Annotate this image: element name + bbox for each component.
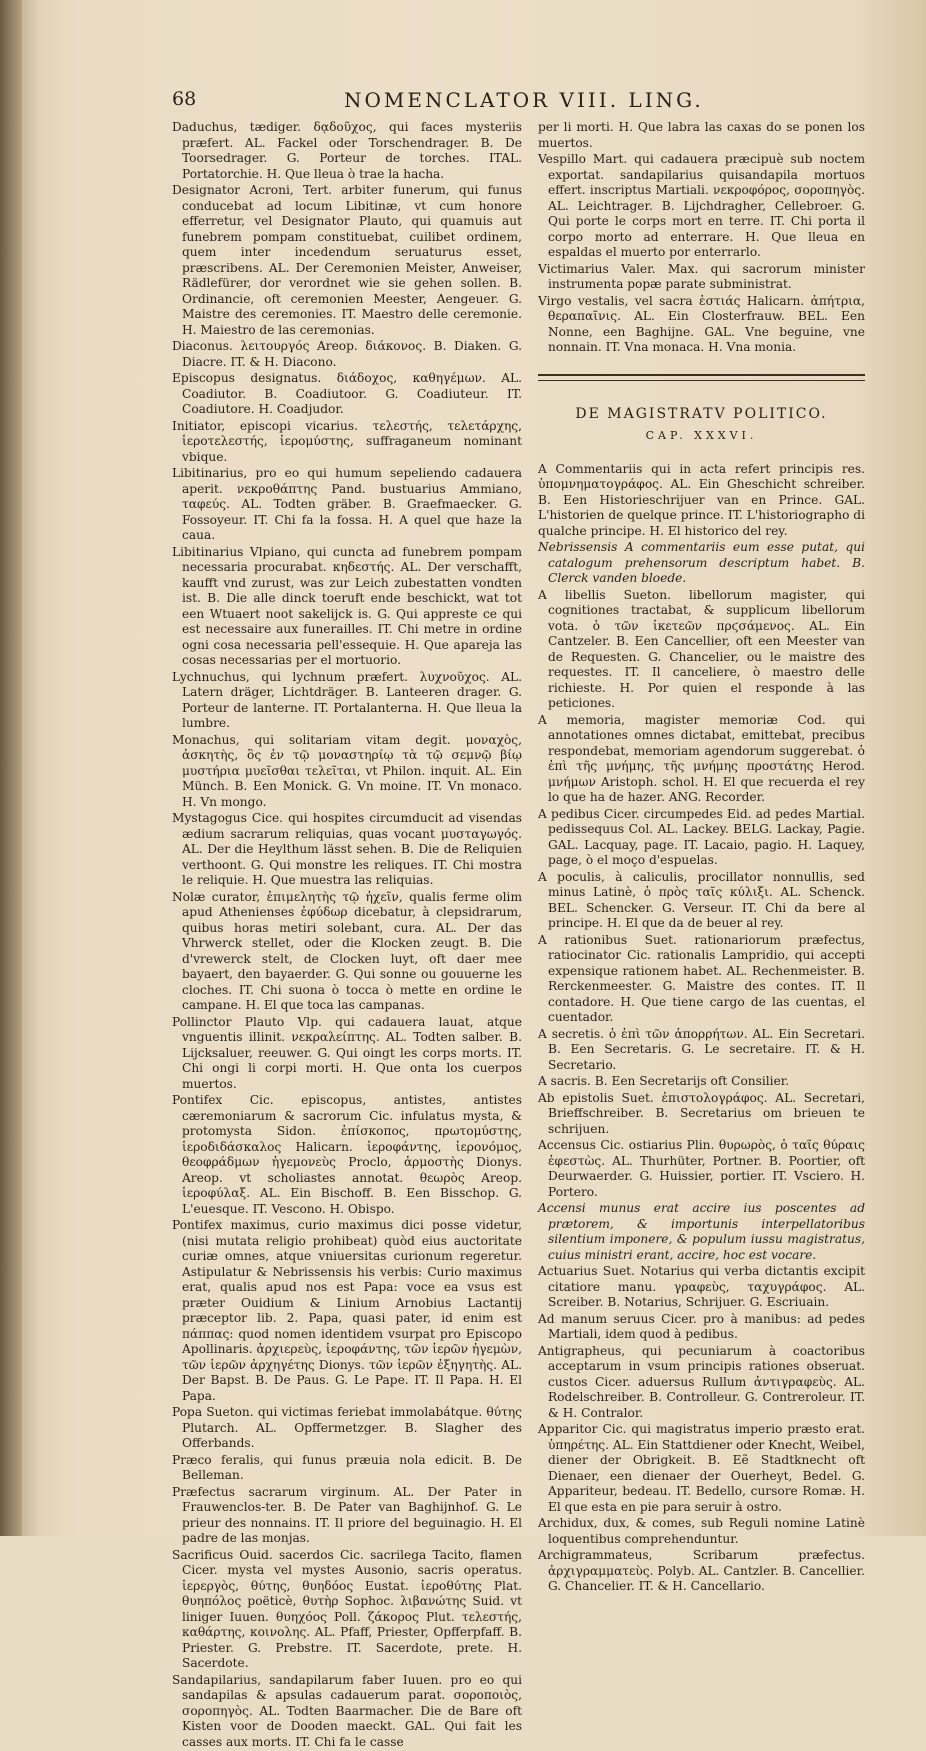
entry-lychnuchus: Lychnuchus, qui lychnum præfert. λυχνοῦχος. AL. Latern dräger, Lichtdräger. B. Lanteeren drager. G. Porteur de lanterne. IT. Portalanterna. H. Que lleua la lumbre. bbox=[172, 669, 522, 730]
entry-pontifex-maximus: Pontifex maximus, curio maximus dici posse videtur, (nisi mutata religio prohibeat) quòd eius auctoritate curiæ omnes, atque vniuersitas curionum regeretur. Astipulatur & Nebrissensis his verbis: Curio maximus erat, qualis apud nos est Papa: voce ea vsus est præter Ouidium & Linium Arnobius Lactantij præceptor lib. 2. Papa, quasi pater, id enim est πάππας: quod nomen identidem vsurpat pro Episcopo Apollinaris. ἀρχιερεὺς, ἱεροφάντης, τῶν ἱερῶν ἡγεμὼν, τῶν ἱερῶν ἀρχηγέτης Dionys. τῶν ἱερῶν ἐξηγητὴς. AL. Der Bapst. B. De Paus. G. Le Pape. IT. Il Papa. H. El Papa. bbox=[172, 1218, 522, 1403]
entry-a-rationibus: A rationibus Suet. rationariorum præfectus, ratiocinator Cic. rationalis Lampridio, qui accepti expensique rationem habet. AL. Rechenmeister. B. Rerckenmeester. G. Maistre des contes. IT. Il contadore. H. Que tiene cargo de las cuentas, el cuentador. bbox=[538, 932, 865, 1024]
running-title: NOMENCLATOR VIII. LING. bbox=[344, 88, 704, 112]
entry-mystagogus: Mystagogus Cice. qui hospites circumducit ad visendas ædium sacrarum reliquias, quas vocant μυσταγωγός. AL. Der die Heylthum lässt sehen. B. Die de Reliquien verthoont. G. Qui monstre les reliques. IT. Chi mostra le reliquie. H. Que muestra las reliquias. bbox=[172, 811, 522, 887]
entry-accensus: Accensus Cic. ostiarius Plin. θυρωρὸς, ὁ ταῖς θύραις ἐφεστὼς. AL. Thurhüter, Portner. B. Poortier, oft Deurwaerder. G. Huissier, portier. IT. Vsciero. H. Portero. bbox=[538, 1138, 865, 1199]
entry-a-sacris: A sacris. B. Een Secretarijs oft Consilier. bbox=[538, 1074, 790, 1088]
entry-a-poculis: A poculis, à caliculis, procillator nonnullis, sed minus Latinè, ὁ πρὸς ταῖς κύλιξι. AL. Schenck. BEL. Schencker. G. Verseur. IT. Chi da bere al principe. H. El que da de beuer al rey. bbox=[538, 869, 865, 930]
left-column bbox=[172, 120, 522, 1751]
entry-initiator: Initiator, episcopi vicarius. τελεστής, τελετάρχης, ἱεροτελεστής, ἱερομύστης, suffraganeum nominant vbique. bbox=[172, 418, 522, 464]
entry-note-nebrissensis: Nebrissensis A commentariis eum esse putat, qui catalogum prehensorum descriptum habet. B. Clerck vanden bloede. bbox=[538, 540, 865, 585]
entry-libitinarius-1: Libitinarius, pro eo qui humum sepeliendo cadauera aperit. νεκροθάπτης Pand. bustuarius Ammiano, ταφεύς. AL. Todten gräber. B. Graefmaecker. G. Fossoyeur. IT. Chi fa la fossa. H. A quel que haze la caua. bbox=[172, 466, 522, 542]
entry-note-accensi: Accensi munus erat accire ius poscentes ad prætorem, & importunis interpellatoribus silentium imponere, & populum iussu magistratus, cuius ministri erant, accire, hoc est vocare. bbox=[538, 1201, 865, 1262]
entry-antigrapheus: Antigrapheus, qui pecuniarum à coactoribus acceptarum in vsum principis rationes obseruat. custos Cicer. aduersus Rullum ἀντιγραφεὺς. AL. Rodelschreiber. B. Controlleur. G. Contreroleur. IT. & H. Contralor. bbox=[538, 1343, 865, 1420]
section-divider bbox=[538, 374, 865, 381]
entry-archigrammateus: Archigrammateus, Scribarum præfectus. ἀρχιγραμματεὺς. Polyb. AL. Cantzler. B. Cancellier. G. Chancelier. IT. & H. Cancellario. bbox=[538, 1548, 865, 1593]
entry-diaconus: Diaconus. λειτουργός Areop. διάκονος. B. Diaken. G. Diacre. IT. & H. Diacono. bbox=[172, 339, 522, 369]
right-column bbox=[538, 120, 865, 1596]
entry-a-secretis: A secretis. ὁ ἐπὶ τῶν ἀπορρήτων. AL. Ein Secretari. B. Een Secretaris. G. Le secretaire. IT. & H. Secretario. bbox=[538, 1026, 865, 1072]
entry-praefectus: Præfectus sacrarum virginum. AL. Der Pater in Frauwenclos-ter. B. De Pater van Baghijnhof. G. Le prieur des nonnains. IT. Il priore del beguinagio. H. El padre de las monjas. bbox=[172, 1484, 522, 1545]
entry-a-commentariis: A Commentariis qui in acta refert principis res. ὑπομνηματογράφος. AL. Ein Gheschicht schreiber. B. Een Historieschrijuer van en Prince. GAL. L'historien de quelque prince. IT. L'historiographo di qualche principe. H. El historico del rey. bbox=[538, 461, 865, 538]
book-spine bbox=[0, 0, 22, 1536]
entry-a-memoria: A memoria, magister memoriæ Cod. qui annotationes omnes dictabat, emittebat, precibus respondebat, memoriam agendorum suggerebat. ὁ ἐπὶ τῆς μνήμης, τῆς μνήμης προστάτης Herod. μνήμων Aristoph. schol. H. El que recuerda el rey lo que ha de hazer. ANG. Recorder. bbox=[538, 712, 865, 804]
section-title: DE MAGISTRATV POLITICO. bbox=[575, 405, 828, 422]
entry-continuation: per li morti. H. Que labra las caxas do se ponen los muertos. bbox=[538, 120, 865, 150]
entry-designator: Designator Acroni, Tert. arbiter funerum, qui funus conducebat ad locum Libitinæ, vt cum honore efferretur, vel Designator Plauto, qui quamuis aut funebrem pompam constituebat, cuilibet ordinem, quem inter incedendum seruaturus esset, præscribens. AL. Der Ceremonien Meister, Anweiser, Rädlefürer, dor verordnet wie sie gehen sollen. B. Ordinancie, oft ceremonien Meester, Aengeuer. G. Maistre des ceremonies. IT. Maestro delle ceremonie. H. Maiestro de las ceremonias. bbox=[172, 183, 522, 337]
entry-nolae-curator: Nolæ curator, ἐπιμελητὴς τῷ ἠχεῖν, qualis ferme olim apud Athenienses ἐφύδωρ dicebatur, à clepsidrarum, quibus horas metiri solebant, cura. AL. Der das Vhrwerck stellet, oder die Klocken zeugt. B. Die d'vrewerck stelt, de Clocken luyt, oft daer mee bayaert, den bayaerder. G. Qui sonne ou gouuerne les cloches. IT. Chi suona ò tocca ò mette en ordine le campane. H. El que toca las campanas. bbox=[172, 889, 522, 1012]
entry-daduchus: Daduchus, tædiger. δᾳδοῦχος, qui faces mysteriis præfert. AL. Fackel oder Torschendrager. B. De Toorsedrager. G. Porteur de torches. ITAL. Portatorchie. H. Que lleua ò trae la hacha. bbox=[172, 120, 522, 181]
page-header bbox=[172, 88, 872, 118]
entry-virgo-vestalis: Virgo vestalis, vel sacra ἑστιάς Halicarn. ἀπήτρια, θεραπαῖνις. AL. Ein Closterfrauw. BEL. Een Nonne, een Baghijne. GAL. Vne beguine, vne nonnain. IT. Vna monaca. H. Vna monia. bbox=[538, 293, 865, 354]
entry-sandapilarius: Sandapilarius, sandapilarum faber Iuuen. pro eo qui sandapilas & apsulas cadauerum parat. σοροποιὸς, σοροπηγὸς. AL. Todten Baarmacher. Die de Bare oft Kisten voor de Dooden maeckt. GAL. Qui fait les casses aux morts. IT. Chi fa le casse bbox=[172, 1672, 522, 1749]
entry-pollinctor: Pollinctor Plauto Vlp. qui cadauera lauat, atque vnguentis illinit. νεκραλείπτης. AL. Todten salber. B. Lijcksaluer, reeuwer. G. Qui oingt les corps morts. IT. Chi ongi li corpi morti. H. Que onta los cuerpos muertos. bbox=[172, 1014, 522, 1091]
entry-vespillo: Vespillo Mart. qui cadauera præcipuè sub noctem exportat. sandapilarius quisandapila mortuos effert. inscriptus Martiali. νεκροφόρος, σοροπηγὸς. AL. Leichtrager. B. Lijchdragher, Cellebroer. G. Qui porte le corps mort en terre. IT. Chi porta il corpo morto ad enterrare. H. Que lleua en espaldas el muerto por enterrarlo. bbox=[538, 152, 865, 259]
entry-sacrificus: Sacrificus Ouid. sacerdos Cic. sacrilega Tacito, flamen Cicer. mysta vel mystes Ausonio, sacris operatus. ἱερεργὸς, θύτης, θυηδόος Eustat. ἱεροθύτης Plat. θυηπόλος poëticè, θυτὴρ Sophoc. λιβανώτης Suid. vt liniger Iuuen. θυηχόος Poll. ζάκορος Plut. τελεστής, καθάρτης, κοινολης. AL. Pfaff, Priester, Opfferpfaff. B. Priester. G. Prebstre. IT. Sacerdote, prete. H. Sacerdote. bbox=[172, 1547, 522, 1670]
entry-ab-epistolis: Ab epistolis Suet. ἐπιστολογράφος. AL. Secretari, Brieffschreiber. B. Secretarius om brieuen te schrijuen. bbox=[538, 1090, 865, 1136]
entry-episcopus: Episcopus designatus. διάδοχος, καθηγέμων. AL. Coadiutor. B. Coadiutoor. G. Coadiuteur. IT. Coadiutore. H. Coadjudor. bbox=[172, 371, 522, 416]
entry-libitinarius-2: Libitinarius Vlpiano, qui cuncta ad funebrem pompam necessaria procurabat. κηδεστής. AL. Der verschafft, kaufft vnd zurust, was zur Leich zubestatten vondten ist. B. Die alle dinck toeruft ende beschickt, wat tot een Wtuaert noot sakelijck is. G. Qui appreste ce qui est necessaire aux funerailles. IT. Chi metre in ordine ogni cosa necessaria pell'essequie. H. Que apareja las cosas necessarias per el mortuorio. bbox=[172, 544, 522, 667]
entry-actuarius: Actuarius Suet. Notarius qui verba dictantis excipit citatiore manu. γραφεὺς, ταχυγράφος. AL. Screiber. B. Notarius, Schrijuer. G. Escriuain. bbox=[538, 1264, 865, 1309]
entry-a-libellis: A libellis Sueton. libellorum magister, qui cognitiones tractabat, & supplicum libellorum vota. ὁ τῶν ἱκετεῶν πρϛσάμενος. AL. Ein Cantzeler. B. Een Cancellier, oft een Meester van de Requesten. G. Chancelier, ou le maistre des requestes. IT. Il canceliere, ò maestro delle richieste. H. Por quien el responde à las peticiones. bbox=[538, 587, 865, 710]
entry-apparitor: Apparitor Cic. qui magistratus imperio præsto erat. ὑπηρέτης. AL. Ein Stattdiener oder Knecht, Weibel, diener der Obrigkeit. B. Eẽ Stadtknecht oft Dienaer, een dienaer der Ouerheyt, Bedel. G. Appariteur, bedeau. IT. Bedello, cursore Romæ. H. El que esta en pie para seruir à ostro. bbox=[538, 1422, 865, 1514]
entry-ad-manum: Ad manum seruus Cicer. pro à manibus: ad pedes Martiali, idem quod à pedibus. bbox=[538, 1311, 865, 1341]
entry-archidux: Archidux, dux, & comes, sub Reguli nomine Latinè loquentibus comprehenduntur. bbox=[538, 1516, 865, 1546]
page-number: 68 bbox=[172, 88, 197, 110]
chapter-number: CAP. XXXVI. bbox=[645, 429, 758, 442]
entry-praeco: Præco feralis, qui funus præuia nola edicit. B. De Belleman. bbox=[172, 1452, 522, 1482]
entry-pontifex: Pontifex Cic. episcopus, antistes, antistes cæremoniarum & sacrorum Cic. infulatus mysta, & protomysta Sidon. ἐπίσκοπος, πρωτομύστης, ἱεροδιδάσκαλος Halicarn. ἱεροφάντης, ἱερονόμος, θεοφράδμων ἡγεμονεὺς Proclo, ἁρμοστὴς Dionys. Areop. vt scholiastes annotat. θεωρὸς Areop. ἱεροφύλαξ. AL. Ein Bischoff. B. Een Bisschop. G. L'euesque. IT. Vescono. H. Obispo. bbox=[172, 1093, 522, 1216]
entry-a-pedibus: A pedibus Cicer. circumpedes Eid. ad pedes Martial. pedissequus Col. AL. Lackey. BELG. Lackay, Pagie. GAL. Lacquay, page. IT. Lacaio, pagio. H. Laquey, page, ò el moço d'espuelas. bbox=[538, 806, 865, 867]
entry-victimarius: Victimarius Valer. Max. qui sacrorum minister instrumenta popæ parate subministrat. bbox=[538, 261, 865, 291]
entry-monachus: Monachus, qui solitariam vitam degit. μοναχὸς, ἀσκητὴς, ὃς ἐν τῷ μοναστηρίῳ τὰ τῷ σεμνῷ βίῳ μυστήρια μυεῖσθαι τελεῖται, vt Philon. inquit. AL. Ein Münch. B. Een Monick. G. Vn moine. IT. Vn monaco. H. Vn mongo. bbox=[172, 732, 522, 809]
entry-popa: Popa Sueton. qui victimas feriebat immolabátque. θύτης Plutarch. AL. Opffermetzger. B. Slagher des Offerbands. bbox=[172, 1405, 522, 1450]
